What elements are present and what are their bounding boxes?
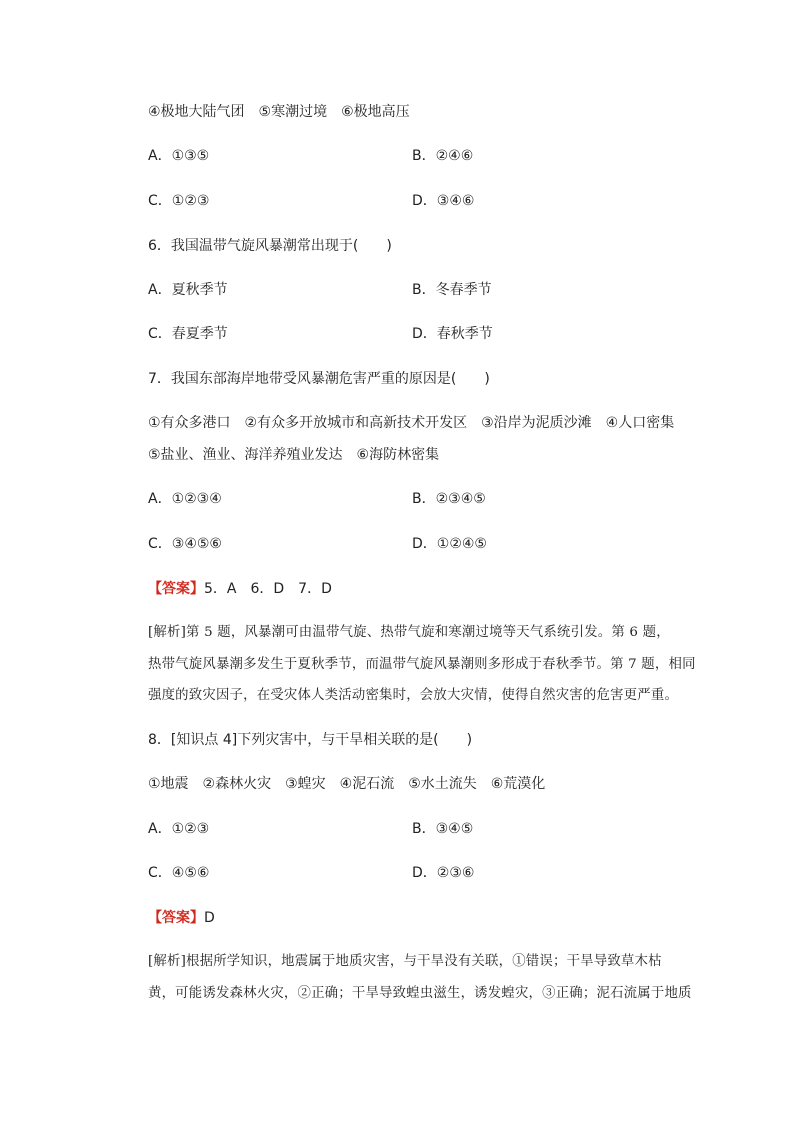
explanation-1-line-1: [解析]第 5 题，风暴潮可由温带气旋、热带气旋和寒潮过境等天气系统引发。第 6 题， — [148, 625, 670, 640]
q8-option-c: C．④⑤⑥ — [148, 865, 210, 881]
answer-block-1 — [148, 580, 332, 598]
q7-option-c: C．③④⑤⑥ — [148, 536, 222, 552]
q7-option-d: D．①②④⑤ — [412, 536, 487, 552]
q5-option-b: B．②④⑥ — [412, 148, 474, 164]
q7-stem: 7．我国东部海岸地带受风暴潮危害严重的原因是( ) — [148, 371, 490, 387]
explanation-1-line-2: 热带气旋风暴潮多发生于夏秋季节，而温带气旋风暴潮则多形成于春秋季节。第 7 题，相同 — [148, 657, 696, 672]
q6-option-d: D．春秋季节 — [412, 326, 493, 342]
answer-block-2 — [148, 909, 215, 927]
q7-option-b: B．②③④⑤ — [412, 491, 486, 507]
q5-option-d: D．③④⑥ — [412, 193, 475, 209]
answer-tag: 【答案】 — [148, 910, 204, 926]
q8-option-b: B．③④⑤ — [412, 821, 474, 837]
q7-option-a: A．①②③④ — [148, 491, 222, 507]
explanation-2-line-2: 黄，可能诱发森林火灾，②正确；干旱导致蝗虫滋生，诱发蝗灾，③正确；泥石流属于地质 — [148, 986, 692, 1001]
q8-stem: 8．[知识点 4]下列灾害中，与干旱相关联的是( ) — [148, 732, 473, 748]
q5-option-c: C．①②③ — [148, 193, 210, 209]
q7-items-line-1: ①有众多港口 ②有众多开放城市和高新技术开发区 ③沿岸为泥质沙滩 ④人口密集 — [148, 415, 675, 431]
q8-option-d: D．②③⑥ — [412, 865, 475, 881]
q8-option-a: A．①②③ — [148, 821, 210, 837]
answer-tag: 【答案】 — [148, 581, 204, 597]
q6-stem: 6．我国温带气旋风暴潮常出现于( ) — [148, 238, 392, 254]
q6-option-c: C．春夏季节 — [148, 326, 228, 342]
explanation-2-line-1: [解析]根据所学知识，地震属于地质灾害，与干旱没有关联，①错误；干旱导致草木枯 — [148, 954, 662, 969]
q7-items-line-2: ⑤盐业、渔业、海洋养殖业发达 ⑥海防林密集 — [148, 447, 440, 463]
q6-option-b: B．冬春季节 — [412, 282, 492, 298]
answer-text: 5．A 6．D 7．D — [204, 581, 332, 597]
answer-text: D — [204, 910, 215, 926]
q6-option-a: A．夏秋季节 — [148, 282, 228, 298]
q5-option-a: A．①③⑤ — [148, 148, 210, 164]
q5-items-tail: ④极地大陆气团 ⑤寒潮过境 ⑥极地高压 — [148, 104, 410, 120]
explanation-1-line-3: 强度的致灾因子，在受灾体人类活动密集时，会放大灾情，使得自然灾害的危害更严重。 — [148, 688, 679, 703]
q8-items: ①地震 ②森林火灾 ③蝗灾 ④泥石流 ⑤水土流失 ⑥荒漠化 — [148, 776, 546, 792]
